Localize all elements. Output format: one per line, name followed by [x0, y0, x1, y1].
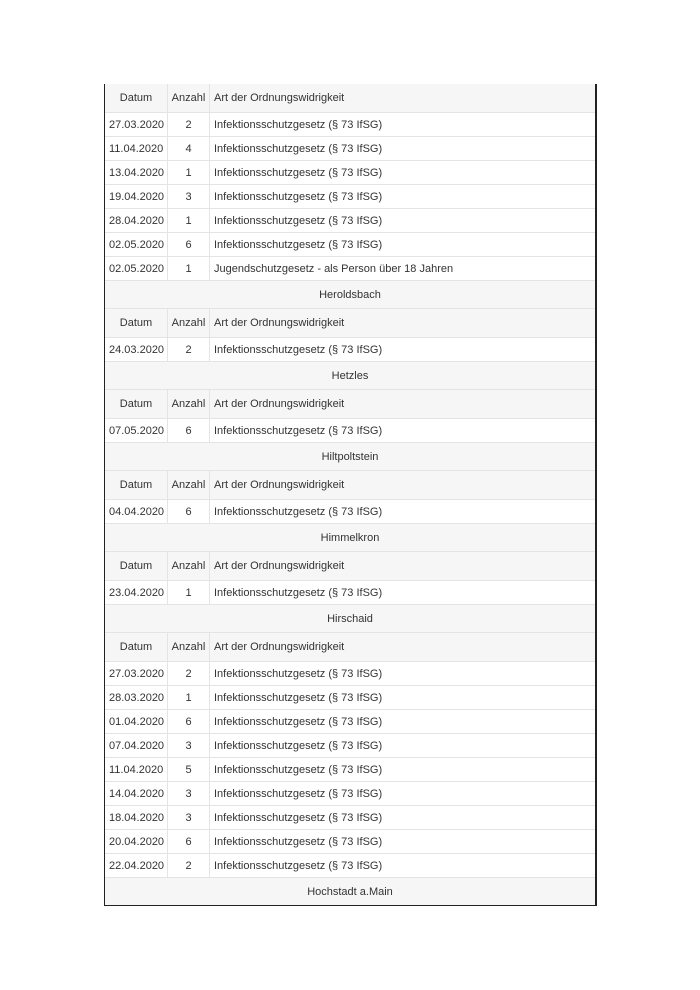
cell-anzahl: 6	[168, 830, 210, 853]
table-row	[105, 710, 595, 734]
cell-datum: 19.04.2020	[105, 185, 168, 208]
table-row	[105, 854, 595, 878]
cell-anzahl: 6	[168, 710, 210, 733]
location-row	[105, 443, 595, 471]
location-row	[105, 281, 595, 309]
cell-anzahl: 3	[168, 185, 210, 208]
location-name: Himmelkron	[320, 531, 380, 544]
header-row	[105, 309, 595, 338]
cell-datum: 02.05.2020	[105, 233, 168, 256]
location-name: Hetzles	[331, 369, 369, 382]
cell-anzahl: 4	[168, 137, 210, 160]
table-row	[105, 209, 595, 233]
cell-anzahl: 2	[168, 854, 210, 877]
cell-datum: 14.04.2020	[105, 782, 168, 805]
table-row	[105, 686, 595, 710]
cell-datum: 28.04.2020	[105, 209, 168, 232]
header-datum: Datum	[105, 84, 168, 112]
cell-datum: 11.04.2020	[105, 137, 168, 160]
table-row	[105, 500, 595, 524]
cell-art: Infektionsschutzgesetz (§ 73 IfSG)	[214, 214, 383, 227]
table-row	[105, 137, 595, 161]
header-row	[105, 471, 595, 500]
cell-art: Infektionsschutzgesetz (§ 73 IfSG)	[214, 691, 383, 704]
table-row	[105, 734, 595, 758]
location-name: Hirschaid	[327, 612, 373, 625]
cell-art: Infektionsschutzgesetz (§ 73 IfSG)	[214, 667, 383, 680]
header-row	[105, 390, 595, 419]
cell-anzahl: 3	[168, 734, 210, 757]
cell-datum: 18.04.2020	[105, 806, 168, 829]
cell-datum: 22.04.2020	[105, 854, 168, 877]
cell-art: Infektionsschutzgesetz (§ 73 IfSG)	[214, 787, 383, 800]
cell-art: Infektionsschutzgesetz (§ 73 IfSG)	[214, 142, 383, 155]
header-anzahl: Anzahl	[168, 84, 210, 112]
location-row	[105, 524, 595, 552]
offense-table	[104, 84, 597, 906]
cell-datum: 02.05.2020	[105, 257, 168, 280]
cell-art: Infektionsschutzgesetz (§ 73 IfSG)	[214, 505, 383, 518]
header-datum: Datum	[105, 471, 168, 499]
cell-datum: 11.04.2020	[105, 758, 168, 781]
cell-art: Infektionsschutzgesetz (§ 73 IfSG)	[214, 190, 383, 203]
table-row	[105, 581, 595, 605]
cell-datum: 27.03.2020	[105, 662, 168, 685]
location-name: Hochstadt a.Main	[307, 885, 393, 898]
cell-anzahl: 6	[168, 419, 210, 442]
cell-anzahl: 2	[168, 662, 210, 685]
cell-anzahl: 6	[168, 500, 210, 523]
header-datum: Datum	[105, 390, 168, 418]
header-anzahl: Anzahl	[168, 633, 210, 661]
cell-art: Jugendschutzgesetz - als Person über 18 Jahren	[214, 262, 454, 275]
cell-anzahl: 1	[168, 257, 210, 280]
header-row	[105, 84, 595, 113]
cell-art: Infektionsschutzgesetz (§ 73 IfSG)	[214, 715, 383, 728]
table-row	[105, 185, 595, 209]
cell-art: Infektionsschutzgesetz (§ 73 IfSG)	[214, 859, 383, 872]
header-art: Art der Ordnungswidrigkeit	[214, 641, 345, 653]
cell-datum: 07.04.2020	[105, 734, 168, 757]
cell-art: Infektionsschutzgesetz (§ 73 IfSG)	[214, 343, 383, 356]
header-anzahl: Anzahl	[168, 471, 210, 499]
header-art: Art der Ordnungswidrigkeit	[214, 560, 345, 572]
cell-art: Infektionsschutzgesetz (§ 73 IfSG)	[214, 586, 383, 599]
header-anzahl: Anzahl	[168, 390, 210, 418]
header-art: Art der Ordnungswidrigkeit	[214, 317, 345, 329]
header-art: Art der Ordnungswidrigkeit	[214, 479, 345, 491]
location-row	[105, 878, 595, 905]
cell-anzahl: 3	[168, 806, 210, 829]
location-row	[105, 605, 595, 633]
table-row	[105, 830, 595, 854]
table-row	[105, 419, 595, 443]
cell-datum: 04.04.2020	[105, 500, 168, 523]
cell-anzahl: 3	[168, 782, 210, 805]
cell-art: Infektionsschutzgesetz (§ 73 IfSG)	[214, 763, 383, 776]
header-art: Art der Ordnungswidrigkeit	[214, 398, 345, 410]
cell-datum: 20.04.2020	[105, 830, 168, 853]
table-row	[105, 662, 595, 686]
cell-art: Infektionsschutzgesetz (§ 73 IfSG)	[214, 424, 383, 437]
cell-anzahl: 1	[168, 581, 210, 604]
header-datum: Datum	[105, 552, 168, 580]
header-datum: Datum	[105, 309, 168, 337]
cell-art: Infektionsschutzgesetz (§ 73 IfSG)	[214, 166, 383, 179]
table-row	[105, 758, 595, 782]
location-name: Heroldsbach	[319, 288, 381, 301]
header-row	[105, 633, 595, 662]
cell-anzahl: 6	[168, 233, 210, 256]
cell-art: Infektionsschutzgesetz (§ 73 IfSG)	[214, 238, 383, 251]
header-row	[105, 552, 595, 581]
cell-art: Infektionsschutzgesetz (§ 73 IfSG)	[214, 739, 383, 752]
cell-anzahl: 5	[168, 758, 210, 781]
header-art: Art der Ordnungswidrigkeit	[214, 92, 345, 104]
cell-art: Infektionsschutzgesetz (§ 73 IfSG)	[214, 118, 383, 131]
cell-datum: 23.04.2020	[105, 581, 168, 604]
table-row	[105, 161, 595, 185]
cell-anzahl: 1	[168, 161, 210, 184]
table-row	[105, 257, 595, 281]
cell-art: Infektionsschutzgesetz (§ 73 IfSG)	[214, 811, 383, 824]
header-anzahl: Anzahl	[168, 309, 210, 337]
location-row	[105, 362, 595, 390]
location-name: Hiltpoltstein	[321, 450, 379, 463]
cell-art: Infektionsschutzgesetz (§ 73 IfSG)	[214, 835, 383, 848]
cell-datum: 27.03.2020	[105, 113, 168, 136]
table-row	[105, 338, 595, 362]
cell-datum: 24.03.2020	[105, 338, 168, 361]
cell-datum: 01.04.2020	[105, 710, 168, 733]
table-row	[105, 782, 595, 806]
cell-anzahl: 2	[168, 338, 210, 361]
cell-datum: 13.04.2020	[105, 161, 168, 184]
cell-anzahl: 1	[168, 209, 210, 232]
table-row	[105, 113, 595, 137]
cell-datum: 28.03.2020	[105, 686, 168, 709]
cell-anzahl: 2	[168, 113, 210, 136]
cell-anzahl: 1	[168, 686, 210, 709]
table-row	[105, 233, 595, 257]
cell-datum: 07.05.2020	[105, 419, 168, 442]
header-datum: Datum	[105, 633, 168, 661]
header-anzahl: Anzahl	[168, 552, 210, 580]
table-row	[105, 806, 595, 830]
